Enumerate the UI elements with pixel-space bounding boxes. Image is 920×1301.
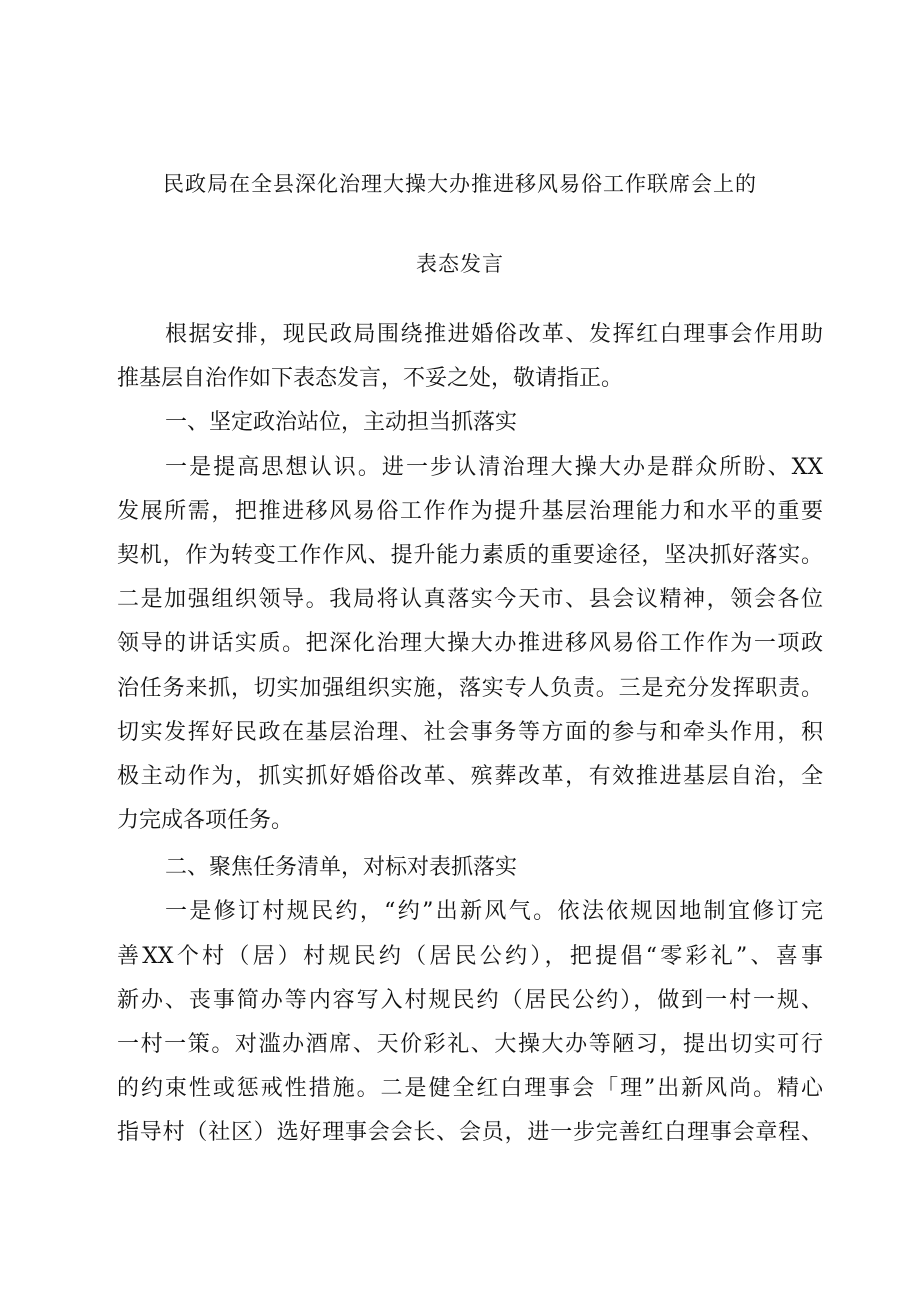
paragraph-line: 根据安排，现民政局围绕推进婚俗改革、发挥红白理事会作用助 bbox=[165, 322, 823, 347]
section-heading: 二、聚焦任务清单，对标对表抓落实 bbox=[165, 855, 518, 881]
paragraph-line: 切实发挥好民政在基层治理、社会事务等方面的参与和牵头作用，积 bbox=[117, 719, 823, 745]
paragraph-line: 一村一策。对滥办酒席、天价彩礼、大操大办等陋习，提出切实可行 bbox=[117, 1032, 823, 1057]
paragraph-line: 一是修订村规民约，“约”出新风气。依法依规因地制宜修订完 bbox=[165, 899, 823, 925]
paragraph-line: 领导的讲话实质。把深化治理大操大办推进移风易俗工作作为一项政 bbox=[117, 631, 823, 657]
paragraph-line: 二是加强组织领导。我局将认真落实今天市、县会议精神，领会各位 bbox=[117, 587, 823, 613]
document-title-line-1: 民政局在全县深化治理大操大办推进移风易俗工作联席会上的 bbox=[163, 172, 757, 196]
document-body bbox=[117, 313, 823, 1156]
paragraph-line: 治任务来抓，切实加强组织实施，落实专人负责。三是充分发挥职责。 bbox=[117, 675, 823, 701]
paragraph-line: 指导村（社区）选好理事会会长、会员，进一步完善红白理事会章程、 bbox=[117, 1120, 823, 1146]
paragraph-line: 力完成各项任务。 bbox=[117, 808, 294, 834]
paragraph-line: 善XX个村（居）村规民约（居民公约），把提倡“零彩礼”、喜事 bbox=[117, 943, 823, 969]
paragraph-line: 的约束性或惩戒性措施。二是健全红白理事会「理”出新风尚。精心 bbox=[117, 1076, 823, 1102]
paragraph-line: 极主动作为，抓实抓好婚俗改革、殡葬改革，有效推进基层自治，全 bbox=[117, 763, 823, 789]
document-title-line-2: 表态发言 bbox=[416, 252, 504, 276]
paragraph-line: 契机，作为转变工作作风、提升能力素质的重要途径，坚决抓好落实。 bbox=[117, 542, 823, 568]
paragraph-line: 发展所需，把推进移风易俗工作作为提升基层治理能力和水平的重要 bbox=[117, 498, 823, 524]
paragraph-line: 推基层自治作如下表态发言，不妥之处，敬请指正。 bbox=[117, 366, 624, 392]
paragraph-line: 一是提高思想认识。进一步认清治理大操大办是群众所盼、XX bbox=[165, 454, 823, 480]
section-heading: 一、坚定政治站位，主动担当抓落实 bbox=[165, 410, 518, 436]
paragraph-line: 新办、丧事简办等内容写入村规民约（居民公约），做到一村一规、 bbox=[117, 987, 823, 1013]
